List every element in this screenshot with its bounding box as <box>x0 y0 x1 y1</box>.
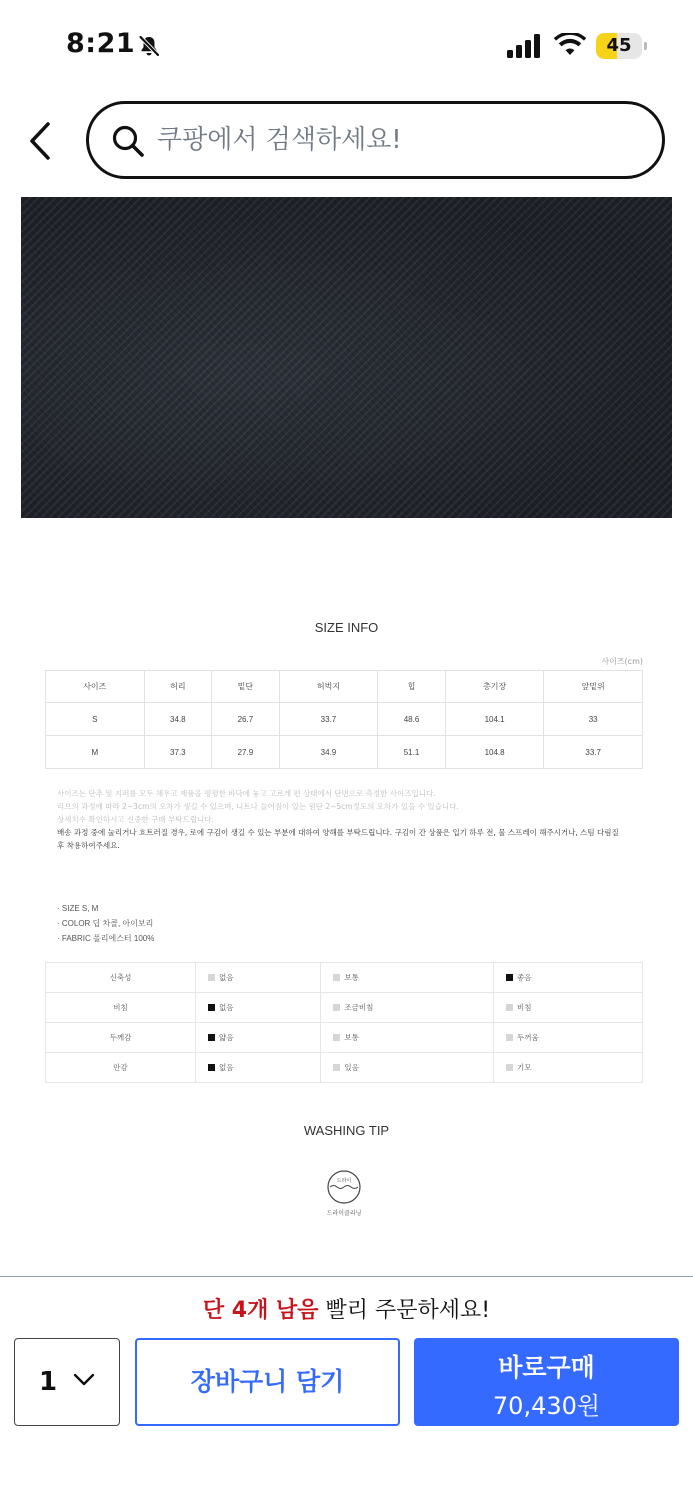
bell-off-icon <box>137 34 161 58</box>
washing-label: 드라이클리닝 <box>326 1210 362 1217</box>
feel-option <box>321 1053 494 1083</box>
size-cell: 37.3 <box>144 736 212 769</box>
checked-box-icon <box>208 1004 215 1011</box>
size-note-bold-line: 후 착용하여주세요. <box>57 841 120 850</box>
quantity-value: 1 <box>39 1367 58 1397</box>
size-note-line: 리브의 과정에 따라 2~3cm의 오차가 생길 수 있으며, 니트나 늘어짐이 있는 원단 2~5cm정도의 오차가 있을 수 있습니다. <box>57 802 459 811</box>
table-row <box>46 963 643 993</box>
buy-now-price: 70,430원 <box>492 1392 601 1420</box>
feel-option-label: 보통 <box>344 1033 359 1042</box>
buy-now-label: 바로구매 <box>498 1353 595 1382</box>
feel-option <box>196 1023 321 1053</box>
size-cell: 33.7 <box>279 703 378 736</box>
size-info-title: SIZE INFO <box>314 620 379 635</box>
size-notes <box>57 787 647 852</box>
size-cell: 34.8 <box>144 703 212 736</box>
size-header-cell: 허벅지 <box>279 671 378 703</box>
feel-attribute-name: 비침 <box>46 993 196 1023</box>
stock-urge: 빨리 주문하세요! <box>318 1298 491 1323</box>
unchecked-box-icon <box>333 1064 340 1071</box>
size-header-cell: 앞밑위 <box>544 671 643 703</box>
feel-option-label: 두꺼움 <box>516 1033 539 1042</box>
unchecked-box-icon <box>506 1064 513 1071</box>
feel-option <box>493 993 642 1023</box>
size-note-line: 사이즈는 단추 및 지퍼를 모두 채우고 제품을 평평한 바닥에 놓고 고르게 편 상태에서 단면으로 측정한 사이즈입니다. <box>57 789 436 798</box>
table-row <box>46 1023 643 1053</box>
checked-box-icon <box>506 974 513 981</box>
feel-attribute-name: 신축성 <box>46 963 196 993</box>
purchase-bar <box>0 1276 693 1500</box>
feel-option-label: 없음 <box>219 973 234 982</box>
size-cell: 33.7 <box>544 736 643 769</box>
size-table-header-row <box>46 671 643 703</box>
size-cell: 104.1 <box>445 703 544 736</box>
table-row <box>46 993 643 1023</box>
spec-fabric: · FABRIC 폴리에스터 100% <box>57 934 155 943</box>
battery-level: 45 <box>606 35 632 56</box>
feel-option-label: 좋음 <box>516 973 532 982</box>
size-header-cell: 허리 <box>144 671 212 703</box>
fabric-closeup-image <box>21 197 672 518</box>
unchecked-box-icon <box>333 974 340 981</box>
feel-option <box>493 1053 642 1083</box>
unchecked-box-icon <box>333 1034 340 1041</box>
checked-box-icon <box>208 1034 215 1041</box>
spec-size: · SIZE S, M <box>57 904 99 913</box>
feel-option-label: 보통 <box>344 973 359 982</box>
quantity-select[interactable] <box>14 1338 120 1426</box>
size-cell: M <box>46 736 145 769</box>
dry-clean-icon <box>325 1170 363 1204</box>
size-cell: 26.7 <box>212 703 280 736</box>
stock-remaining: 단 4개 남음 <box>202 1298 319 1323</box>
washing-tip-title: WASHING TIP <box>303 1123 390 1138</box>
unchecked-box-icon <box>506 1004 513 1011</box>
size-cell: 34.9 <box>279 736 378 769</box>
search-icon <box>111 124 145 158</box>
table-row <box>46 736 643 769</box>
stock-message <box>0 1293 693 1324</box>
feel-option-label: 있음 <box>344 1063 359 1072</box>
unchecked-box-icon <box>208 974 215 981</box>
search-input[interactable] <box>86 101 665 179</box>
feel-option <box>196 993 321 1023</box>
feel-attribute-name: 안감 <box>46 1053 196 1083</box>
fabric-feel-table <box>45 962 643 1083</box>
add-to-cart-button[interactable]: 장바구니 담기 <box>135 1338 400 1426</box>
wifi-icon <box>554 33 586 57</box>
feel-option-label: 얇음 <box>219 1033 234 1042</box>
feel-option <box>196 1053 321 1083</box>
size-cell: 27.9 <box>212 736 280 769</box>
cellular-signal-icon <box>507 34 543 58</box>
dry-clean-icon-text: 드라이 <box>336 1178 352 1184</box>
feel-option-label: 없음 <box>219 1003 234 1012</box>
feel-option <box>321 1023 494 1053</box>
size-table <box>45 670 643 769</box>
feel-option-label: 기모 <box>516 1063 532 1072</box>
size-cell: 33 <box>544 703 643 736</box>
feel-option-label: 없음 <box>219 1063 234 1072</box>
feel-option <box>196 963 321 993</box>
spec-color: · COLOR 딥 차콜, 아이보리 <box>57 919 154 928</box>
product-specs <box>57 901 154 946</box>
battery-indicator <box>596 33 648 59</box>
feel-attribute-name: 두께감 <box>46 1023 196 1053</box>
feel-option-label: 비침 <box>516 1003 532 1012</box>
feel-option <box>321 963 494 993</box>
battery-cap <box>644 42 647 50</box>
table-row <box>46 1053 643 1083</box>
back-arrow-icon[interactable] <box>26 120 60 162</box>
table-row <box>46 703 643 736</box>
size-cell: 104.8 <box>445 736 544 769</box>
unchecked-box-icon <box>333 1004 340 1011</box>
feel-option <box>493 963 642 993</box>
size-cell: 51.1 <box>378 736 446 769</box>
unchecked-box-icon <box>506 1034 513 1041</box>
chevron-down-icon <box>73 1373 95 1387</box>
checked-box-icon <box>208 1064 215 1071</box>
feel-option <box>321 993 494 1023</box>
size-header-cell: 힙 <box>378 671 446 703</box>
search-placeholder: 쿠팡에서 검색하세요! <box>157 125 402 155</box>
size-cell: 48.6 <box>378 703 446 736</box>
size-unit-note: 사이즈(cm) <box>601 657 643 666</box>
status-bar <box>0 0 693 92</box>
size-note-line: 상세치수 확인하시고 신중한 구매 부탁드립니다. <box>57 815 214 824</box>
size-cell: S <box>46 703 145 736</box>
size-header-cell: 총기장 <box>445 671 544 703</box>
status-time: 8:21 <box>66 28 136 59</box>
size-header-cell: 사이즈 <box>46 671 145 703</box>
battery-body <box>596 33 642 59</box>
feel-option-label: 조금비침 <box>344 1003 374 1012</box>
size-header-cell: 밑단 <box>212 671 280 703</box>
size-note-bold-line: 배송 과정 중에 눌리거나 흐트러질 경우, 로에 구김이 생길 수 있는 부분에 대하여 양해를 부탁드립니다. 구김이 간 상품은 입기 하루 전, 물 스프레이 해주시거나, 스팀 다림질 <box>57 828 619 837</box>
buy-now-button[interactable] <box>414 1338 679 1426</box>
feel-option <box>493 1023 642 1053</box>
